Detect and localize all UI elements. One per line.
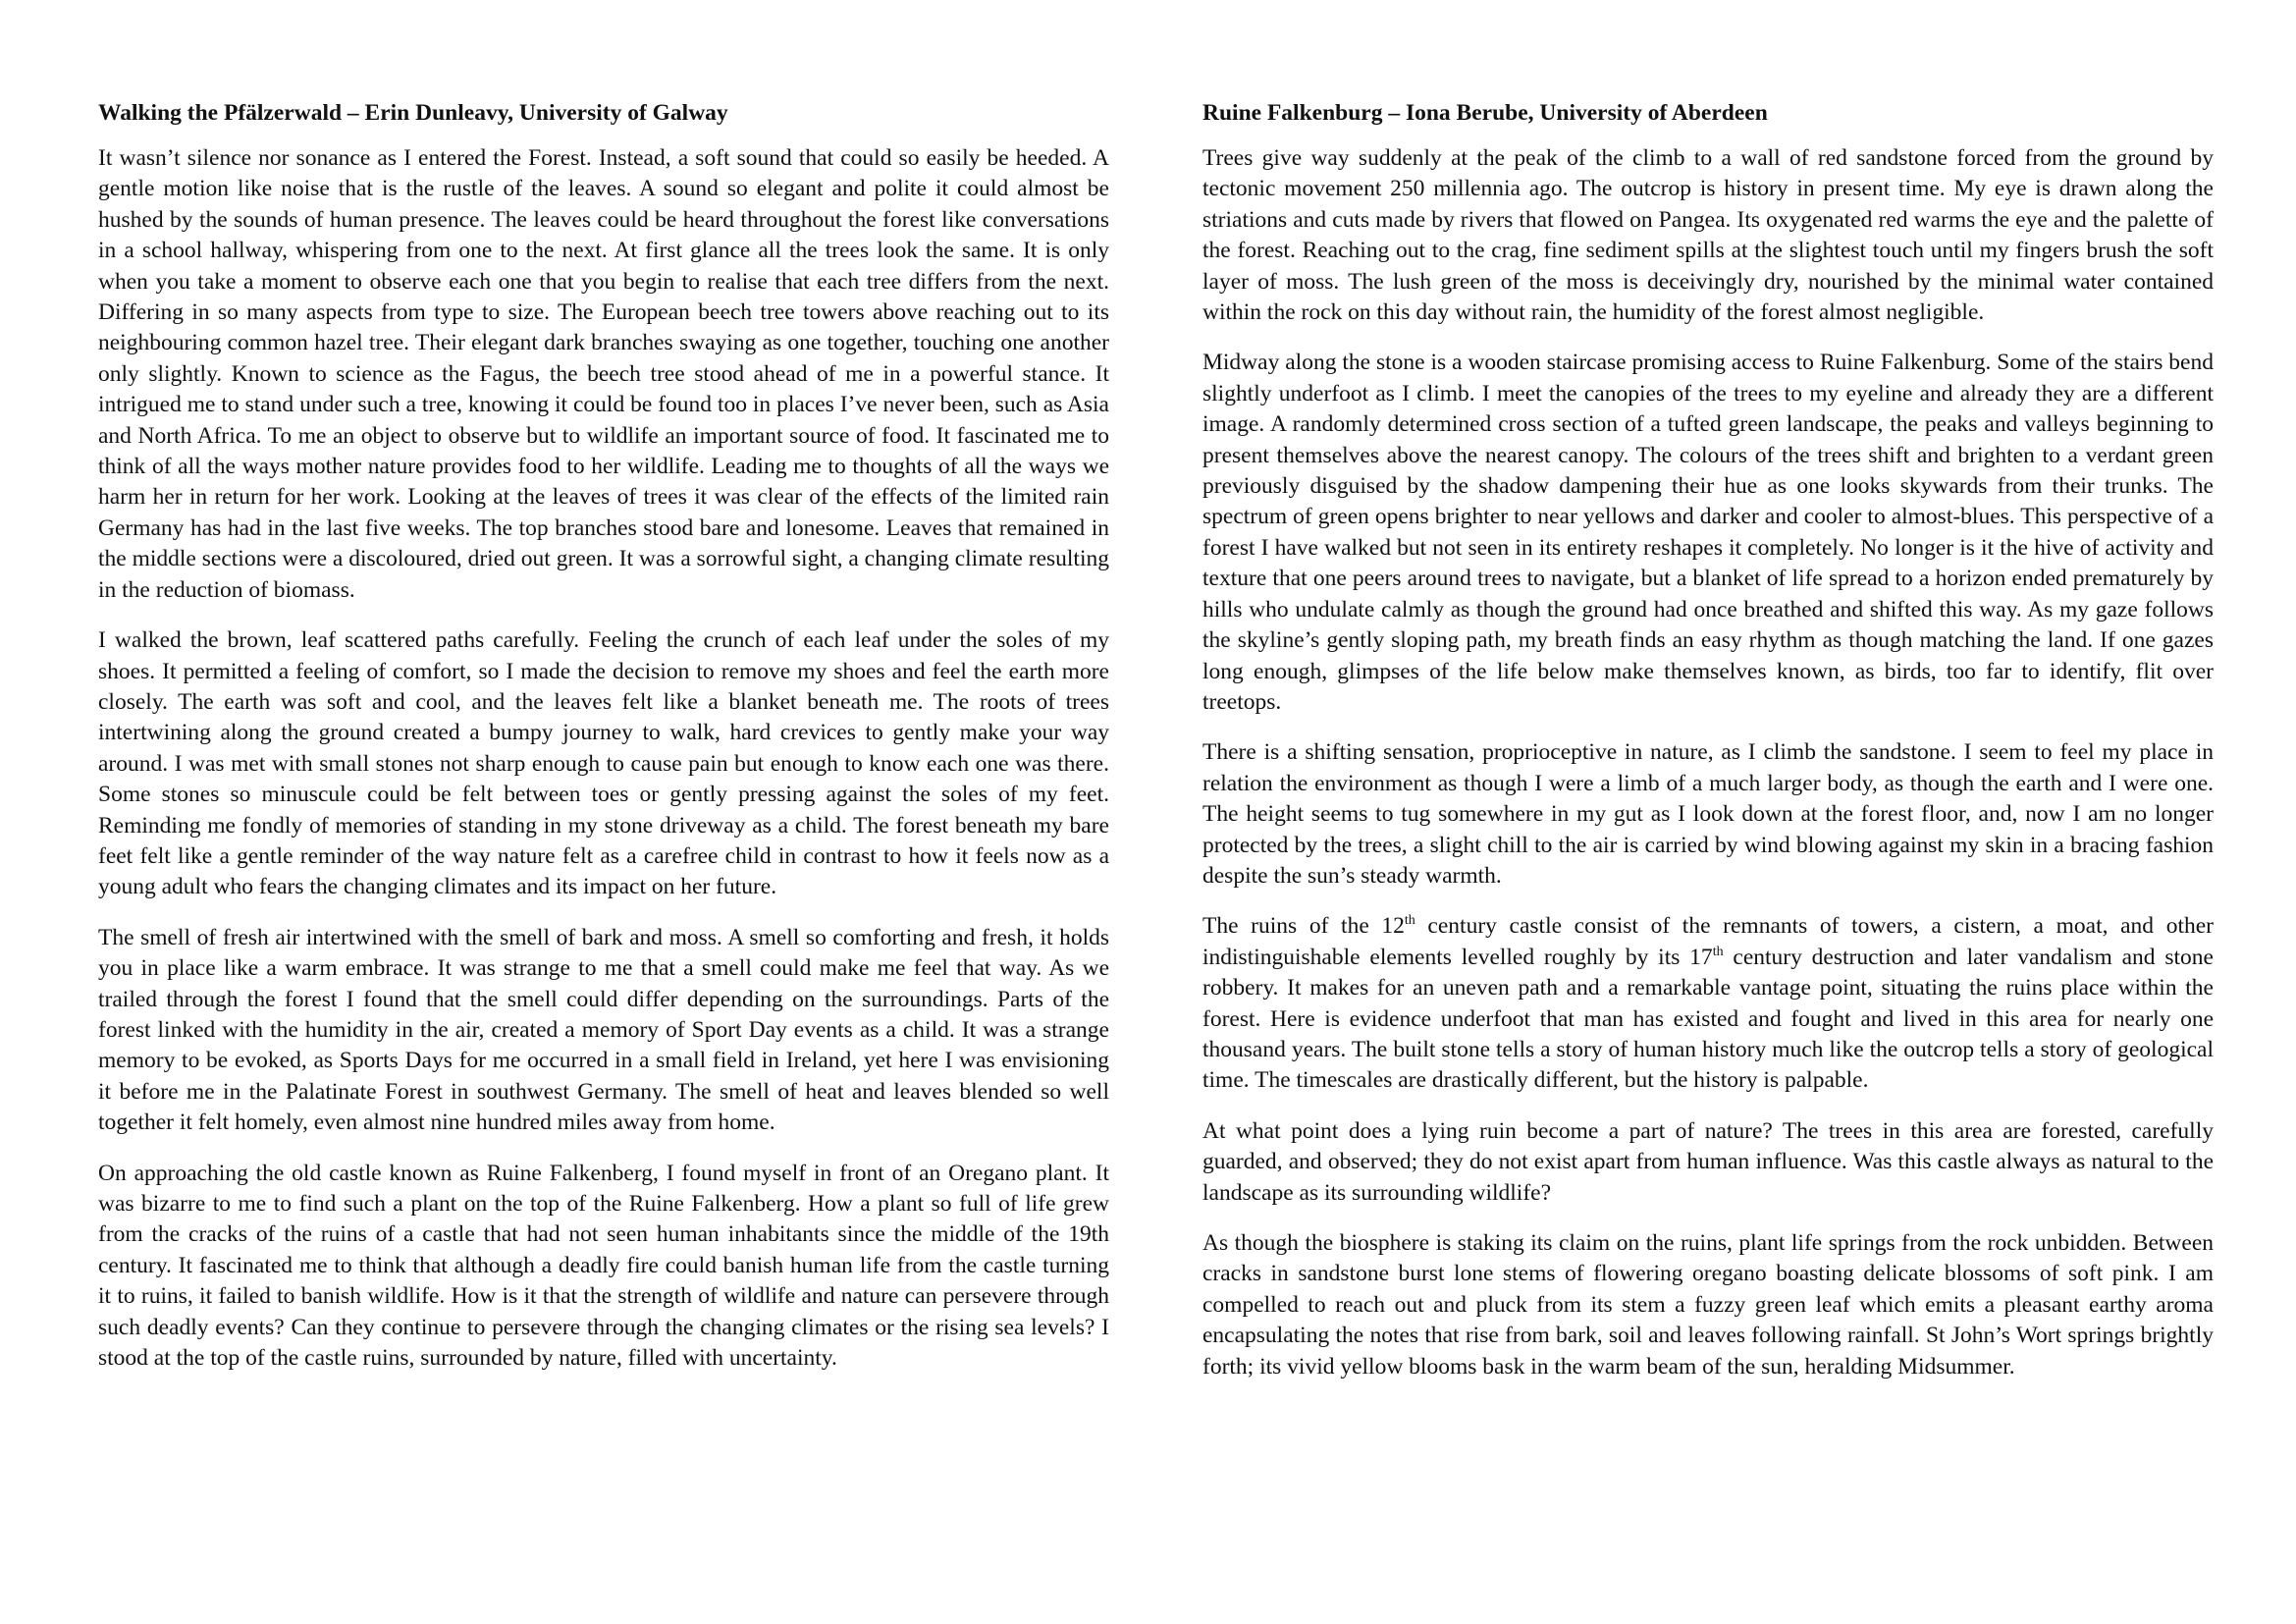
right-paragraph-1: Trees give way suddenly at the peak of the climb to a wall of red sandstone forced from the ground by tectonic movement 250 millennia ago. The outcrop is history in present time. My eye is drawn along the striations and cuts made by rivers that flowed on Pangea. Its oxygenated red warms the eye and the palette of the forest. Reaching out to the crag, fine sediment spills at the slightest touch until my fingers brush the soft layer of moss. The lush green of the moss is deceivingly dry, nourished by the minimal water contained within the rock on this day without rain, the humidity of the forest almost negligible. [1202,145,2214,326]
left-column [98,96,1109,1393]
paragraph-text: century castle consist of the remnants of towers, a cistern, a moat, and other indistinguishable elements levelled roughly by its 17 [1202,913,2214,970]
right-paragraph-6: As though the biosphere is staking its claim on the ruins, plant life springs from the rock unbidden. Between cracks in sandstone burst lone stems of flowering oregano boasting delicate blossoms of soft pink. I am compelled to reach out and pluck from its stem a fuzzy green leaf which emits a pleasant earthy aroma encapsulating the notes that rise from bark, soil and leaves following rainfall. St John’s Wort springs brightly forth; its vivid yellow blooms bask in the warm beam of the sun, heralding Midsummer. [1202,1230,2214,1380]
right-essay-title: Ruine Falkenburg – Iona Berube, University of Aberdeen [1202,100,1768,126]
left-paragraph-3: The smell of fresh air intertwined with the smell of bark and moss. A smell so comforting and fresh, it holds you in place like a warm embrace. It was strange to me that a smell could make me feel that way. As we trailed through the forest I found that the smell could differ depending on the surroundings. Parts of the forest linked with the humidity in the air, created a memory of Sport Day events as a child. It was a strange memory to be evoked, as Sports Days for me occurred in a small field in Ireland, yet here I was envisioning it before me in the Palatinate Forest in southwest Germany. The smell of heat and leaves blended so well together it felt homely, even almost nine hundred miles away from home. [98,924,1109,1136]
right-paragraph-2: Midway along the stone is a wooden staircase promising access to Ruine Falkenburg. Some of the stairs bend slightly underfoot as I climb. I meet the canopies of the trees to my eyeline and already they are a different image. A randomly determined cross section of a tufted green landscape, the peaks and valleys beginning to present themselves above the nearest canopy. The colours of the trees shift and brighten to a verdant green previously disguised by the shadow dampening their hue as one looks skywards from their trunks. The spectrum of green opens brighter to near yellows and darker and cooler to almost-blues. This perspective of a forest I have walked but not seen in its entirety reshapes it completely. No longer is it the hive of activity and texture that one peers around trees to navigate, but a blanket of life spread to a horizon ended prematurely by hills who undulate calmly as though the ground had once breathed and shifted this way. As my gaze follows the skyline’s gently sloping path, my breath finds an easy rhythm as though matching the land. If one gazes long enough, glimpses of the life below make themselves known, as birds, too far to identify, flit over treetops. [1202,350,2214,715]
paragraph-text: century destruction and later vandalism and stone robbery. It makes for an uneven path and a remarkable vantage point, situating the ruins place within the forest. Here is evidence underfoot that man has existed and fought and lived in this area for nearly one thousand years. The built stone tells a story of human history much like the outcrop tells a story of geological time. The timescales are drastically different, but the history is palpable. [1202,944,2214,1094]
left-essay-title: Walking the Pfälzerwald – Erin Dunleavy, University of Galway [98,100,728,126]
superscript-ordinal: th [1712,944,1724,959]
superscript-ordinal: th [1404,913,1415,929]
left-paragraph-4: On approaching the old castle known as Ruine Falkenberg, I found myself in front of an Oregano plant. It was bizarre to me to find such a plant on the top of the Ruine Falkenberg. How a plant so full of life grew from the cracks of the ruins of a castle that had not seen human inhabitants since the middle of the 19th century. It fascinated me to think that although a deadly fire could banish human life from the castle turning it to ruins, it failed to banish wildlife. How is it that the strength of wildlife and nature can persevere through such deadly events? Can they continue to persevere through the changing climates or the rising sea levels? I stood at the top of the castle ruins, surrounded by nature, filled with uncertainty. [98,1160,1109,1372]
left-paragraph-1: It wasn’t silence nor sonance as I entered the Forest. Instead, a soft sound that could so easily be heeded. A gentle motion like noise that is the rustle of the leaves. A sound so elegant and polite it could almost be hushed by the sounds of human presence. The leaves could be heard throughout the forest like conversations in a school hallway, whispering from one to the next. At first glance all the trees look the same. It is only when you take a moment to observe each one that you begin to realise that each tree differs from the next. Differing in so many aspects from type to size. The European beech tree towers above reaching out to its neighbouring common hazel tree. Their elegant dark branches swaying as one together, touching one another only slightly. Known to science as the Fagus, the beech tree stood ahead of me in a powerful stance. It intrigued me to stand under such a tree, knowing it could be found too in places I’ve never been, such as Asia and North Africa. To me an object to observe but to wildlife an important source of food. It fascinated me to think of all the ways mother nature provides food to her wildlife. Leading me to thoughts of all the ways we harm her in return for her work. Looking at the leaves of trees it was clear of the effects of the limited rain Germany has had in the last five weeks. The top branches stood bare and lonesome. Leaves that remained in the middle sections were a discoloured, dried out green. It was a sorrowful sight, a changing climate resulting in the reduction of biomass. [98,145,1109,603]
right-paragraph-4 [1202,911,2214,1096]
right-paragraph-5: At what point does a lying ruin become a part of nature? The trees in this area are forested, carefully guarded, and observed; they do not exist apart from human influence. Was this castle always as natural to the landscape as its surrounding wildlife? [1202,1117,2214,1206]
paragraph-text: The ruins of the 12 [1202,913,1405,940]
left-paragraph-2: I walked the brown, leaf scattered paths carefully. Feeling the crunch of each leaf under the soles of my shoes. It permitted a feeling of comfort, so I made the decision to remove my shoes and feel the earth more closely. The earth was soft and cool, and the leaves felt like a blanket beneath me. The roots of trees intertwining along the ground created a bumpy journey to walk, hard crevices to gently make your way around. I was met with small stones not sharp enough to cause pain but enough to know each one was there. Some stones so minuscule could be felt between toes or gently pressing against the soles of my feet. Reminding me fondly of memories of standing in my stone driveway as a child. The forest beneath my bare feet felt like a gentle reminder of the way nature felt as a carefree child in contrast to how it feels now as a young adult who fears the changing climates and its impact on her future. [98,627,1109,900]
right-paragraph-3: There is a shifting sensation, proprioceptive in nature, as I climb the sandstone. I seem to feel my place in relation the environment as though I were a limb of a much larger body, as though the earth and I were one. The height seems to tug somewhere in my gut as I look down at the forest floor, and, now I am no longer protected by the trees, a slight chill to the air is carried by wind blowing against my skin in a bracing fashion despite the sun’s steady warmth. [1202,739,2214,889]
right-column [1202,96,2214,1402]
